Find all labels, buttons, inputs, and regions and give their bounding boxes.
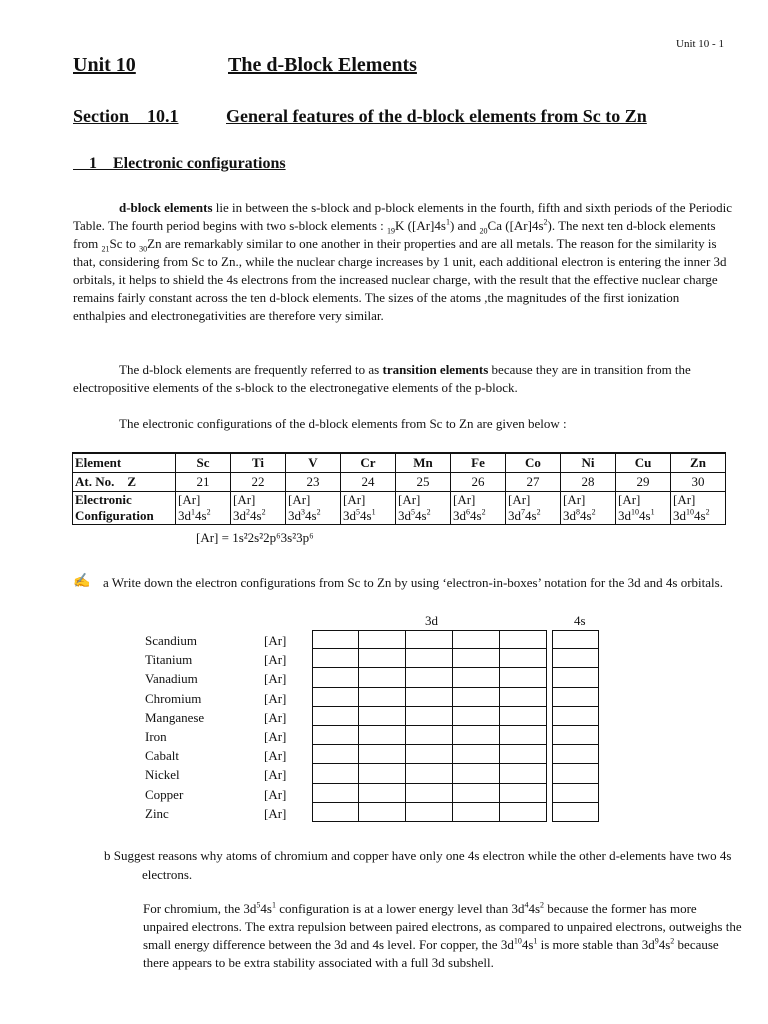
box-row xyxy=(312,745,599,764)
orbital-box-3d[interactable] xyxy=(453,707,500,726)
orbital-box-3d[interactable] xyxy=(359,764,406,783)
page-number: Unit 10 - 1 xyxy=(676,38,724,50)
electron-configuration: [Ar] $3d^24s^2$ xyxy=(231,492,286,525)
electron-configuration: [Ar] $3d^34s^2$ xyxy=(286,492,341,525)
orbital-box-3d[interactable] xyxy=(500,745,547,764)
element-symbol: V xyxy=(286,453,341,473)
electron-configuration: [Ar] $3d^54s^2$ xyxy=(396,492,451,525)
orbital-box-3d[interactable] xyxy=(312,745,359,764)
element-name: Vanadium xyxy=(145,671,198,687)
section-label: Section 10.1 xyxy=(73,106,179,126)
subsection-heading: 1 Electronic configurations xyxy=(73,155,286,172)
orbital-box-3d[interactable] xyxy=(453,649,500,668)
orbital-box-3d[interactable] xyxy=(359,649,406,668)
orbital-box-3d[interactable] xyxy=(312,630,359,649)
argon-core: [Ar] xyxy=(264,786,287,802)
atomic-number: 30 xyxy=(671,473,726,492)
atomic-number: 22 xyxy=(231,473,286,492)
orbital-box-3d[interactable] xyxy=(406,707,453,726)
orbital-box-4s[interactable] xyxy=(552,726,599,745)
table-intro-text: The electronic configurations of the d-block elements from Sc to Zn are given below : xyxy=(119,416,567,431)
pencil-icon: ✍ xyxy=(73,574,91,589)
element-name: Zinc xyxy=(145,805,169,821)
orbital-box-3d[interactable] xyxy=(500,784,547,803)
orbital-box-3d[interactable] xyxy=(406,726,453,745)
orbital-box-3d[interactable] xyxy=(406,745,453,764)
transition-text-b: because they are in transition from the electropositive elements of the s-block to the electronegative elements of the p-block. xyxy=(73,362,691,395)
answer-b: For chromium, the $3d^54s^1$ configuration is at a lower energy level than $3d^44s^2$ because the former has more unpaired electrons. The extra repulsion between paired electrons, as compared to unpaired electrons, outweighs the small energy difference between the 3d and 4s level. For copper, the $3d^{10}4s^1$ is more stable than $3d^94s^2$ because there appears to be extra stability associated with a full 3d subshell. xyxy=(143,900,742,970)
element-name: Chromium xyxy=(145,690,202,706)
argon-core: [Ar] xyxy=(264,709,287,725)
orbital-box-3d[interactable] xyxy=(312,726,359,745)
orbital-box-3d[interactable] xyxy=(406,803,453,822)
element-name: Nickel xyxy=(145,767,180,783)
paragraph-transition xyxy=(73,361,733,397)
orbital-box-4s[interactable] xyxy=(552,764,599,783)
orbital-box-3d[interactable] xyxy=(500,630,547,649)
orbital-box-3d[interactable] xyxy=(453,784,500,803)
argon-core: [Ar] xyxy=(264,690,287,706)
electron-configuration: [Ar] $3d^54s^1$ xyxy=(341,492,396,525)
orbital-box-3d[interactable] xyxy=(312,688,359,707)
element-name: Manganese xyxy=(145,709,205,725)
orbital-box-3d[interactable] xyxy=(359,803,406,822)
electron-configuration: [Ar] $3d^14s^2$ xyxy=(176,492,231,525)
orbital-box-3d[interactable] xyxy=(500,764,547,783)
orbital-box-3d[interactable] xyxy=(312,784,359,803)
box-row xyxy=(312,707,599,726)
atomic-number: 24 xyxy=(341,473,396,492)
box-row xyxy=(312,630,599,649)
section-title: General features of the d-block elements from Sc to Zn xyxy=(226,106,647,126)
orbital-box-3d[interactable] xyxy=(406,649,453,668)
orbital-box-3d[interactable] xyxy=(359,784,406,803)
orbital-box-3d[interactable] xyxy=(359,707,406,726)
atomic-number: 21 xyxy=(176,473,231,492)
box-row xyxy=(312,803,599,822)
argon-core: [Ar] xyxy=(264,805,287,821)
bold-term: d-block elements xyxy=(119,200,213,215)
element-symbol: Cu xyxy=(616,453,671,473)
label-3d: 3d xyxy=(425,613,438,628)
intro-text-a: lie in between the s-block and p-block elements in the fourth, fifth and sixth periods of the Periodic Table. The fourth period begins with two s-block elements : xyxy=(73,200,733,233)
argon-core: [Ar] xyxy=(264,671,287,687)
box-row xyxy=(312,688,599,707)
orbital-box-3d[interactable] xyxy=(359,745,406,764)
orbital-box-3d[interactable] xyxy=(453,688,500,707)
argon-core: [Ar] xyxy=(264,633,287,648)
orbital-box-4s[interactable] xyxy=(552,784,599,803)
orbital-box-3d[interactable] xyxy=(453,764,500,783)
element-name: Titanium xyxy=(145,652,193,668)
orbital-box-3d[interactable] xyxy=(359,688,406,707)
element-symbol: Zn xyxy=(671,453,726,473)
orbital-box-3d[interactable] xyxy=(453,745,500,764)
atomic-number: 28 xyxy=(561,473,616,492)
element-symbol: Ni xyxy=(561,453,616,473)
paragraph-intro: d-block elements lie in between the s-block and p-block elements in the fourth, fifth and sixth periods of the Periodic Table. The fourth period begins with two s-block elements : $_{19}$K $([Ar]4s^1)$ and $_{20}$Ca $([Ar]4s^2)$. The next ten d-block elements from $_{21}$Sc to $_{30}$Zn are remarkably similar to one another in their properties and are all metals. The reason for the similarity is that, considering from Sc to Zn., while the nuclear charge increases by 1 unit, each additional electron is entering the inner 3d orbitals, it helps to shield the 4s electrons from the increased nuclear charge, with the result that the effective nuclear charge remains fairly constant across the ten d-block elements. The sizes of the atoms ,the magnitudes of the first ionization enthalpies and electronegativities are therefore very similar. xyxy=(73,200,733,323)
transition-text-a: The d-block elements are frequently referred to as xyxy=(119,362,383,377)
orbital-box-4s[interactable] xyxy=(552,688,599,707)
orbital-box-3d[interactable] xyxy=(453,630,500,649)
intro-text-b: are remarkably similar to one another in their properties and are all metals. The reason for the similarity is that, considering from Sc to Zn., while the nuclear charge increases by 1 unit, each additional electron is entering the inner 3d orbitals, it helps to shield the 4s electrons from the increased nuclear charge, with the result that the effective nuclear charge remains fairly constant across the ten d-block elements. The sizes of the atoms ,the magnitudes of the first ionization enthalpies and electronegativities are therefore very similar. xyxy=(73,236,727,323)
orbital-box-4s[interactable] xyxy=(552,630,599,649)
element-symbol: Cr xyxy=(341,453,396,473)
label-4s: 4s xyxy=(574,613,586,628)
orbital-box-3d[interactable] xyxy=(312,668,359,687)
orbital-box-3d[interactable] xyxy=(500,668,547,687)
orbital-box-3d[interactable] xyxy=(359,726,406,745)
electron-configuration: [Ar] $3d^64s^2$ xyxy=(451,492,506,525)
electron-configuration: [Ar] $3d^84s^2$ xyxy=(561,492,616,525)
electron-configuration: [Ar] $3d^74s^2$ xyxy=(506,492,561,525)
orbital-box-3d[interactable] xyxy=(453,726,500,745)
row-label-element: Element xyxy=(73,453,176,473)
argon-core-note: [Ar] = 1s²2s²2p⁶3s²3p⁶ xyxy=(196,530,314,545)
orbital-box-4s[interactable] xyxy=(552,707,599,726)
box-row xyxy=(312,764,599,783)
element-name: Cabalt xyxy=(145,748,179,764)
orbital-box-3d[interactable] xyxy=(406,688,453,707)
unit-title: The d-Block Elements xyxy=(228,54,417,76)
orbital-box-3d[interactable] xyxy=(406,668,453,687)
element-symbol: Ti xyxy=(231,453,286,473)
argon-core: [Ar] xyxy=(264,767,287,783)
row-label-configuration: Electronic Configuration xyxy=(73,492,176,525)
question-b: b Suggest reasons why atoms of chromium and copper have only one 4s electron while the other d-elements have two 4s electrons. xyxy=(104,848,732,882)
element-name: Scandium xyxy=(145,633,197,648)
orbital-box-3d[interactable] xyxy=(312,707,359,726)
argon-core: [Ar] xyxy=(264,729,287,745)
element-symbol: Co xyxy=(506,453,561,473)
box-row xyxy=(312,726,599,745)
electron-configuration: [Ar] $3d^{10}4s^1$ xyxy=(616,492,671,525)
configuration-table xyxy=(72,452,726,525)
orbital-box-3d[interactable] xyxy=(453,803,500,822)
atomic-number: 23 xyxy=(286,473,341,492)
orbital-box-3d[interactable] xyxy=(406,630,453,649)
question-a: a Write down the electron configurations from Sc to Zn by using ‘electron-in-boxes’ notation for the 3d and 4s orbitals. xyxy=(103,575,723,590)
paragraph-table-intro xyxy=(73,415,733,433)
bold-term-transition: transition elements xyxy=(382,362,489,377)
element-name-list xyxy=(145,631,204,823)
orbital-box-3d[interactable] xyxy=(406,764,453,783)
orbital-box-3d[interactable] xyxy=(359,668,406,687)
orbital-box-4s[interactable] xyxy=(552,745,599,764)
unit-label: Unit 10 xyxy=(73,54,136,76)
box-row xyxy=(312,649,599,668)
electron-configuration: [Ar] $3d^{10}4s^2$ xyxy=(671,492,726,525)
atomic-number: 29 xyxy=(616,473,671,492)
element-symbol: Sc xyxy=(176,453,231,473)
orbital-box-4s[interactable] xyxy=(552,803,599,822)
argon-core: [Ar] xyxy=(264,748,287,764)
orbital-box-3d[interactable] xyxy=(500,803,547,822)
orbital-box-3d[interactable] xyxy=(312,764,359,783)
electron-box-grid xyxy=(312,630,599,822)
orbital-box-3d[interactable] xyxy=(500,726,547,745)
element-name: Copper xyxy=(145,786,184,802)
element-symbol: Fe xyxy=(451,453,506,473)
argon-core: [Ar] xyxy=(264,652,287,668)
element-name: Iron xyxy=(145,729,167,745)
orbital-box-4s[interactable] xyxy=(552,668,599,687)
box-row xyxy=(312,784,599,803)
atomic-number: 27 xyxy=(506,473,561,492)
orbital-box-3d[interactable] xyxy=(359,630,406,649)
orbital-box-3d[interactable] xyxy=(312,803,359,822)
orbital-box-3d[interactable] xyxy=(312,649,359,668)
orbital-box-3d[interactable] xyxy=(500,649,547,668)
orbital-box-3d[interactable] xyxy=(453,668,500,687)
argon-core-list xyxy=(264,631,286,823)
atomic-number: 25 xyxy=(396,473,451,492)
element-symbol: Mn xyxy=(396,453,451,473)
orbital-box-3d[interactable] xyxy=(500,707,547,726)
atomic-number: 26 xyxy=(451,473,506,492)
orbital-box-3d[interactable] xyxy=(406,784,453,803)
orbital-box-4s[interactable] xyxy=(552,649,599,668)
orbital-box-3d[interactable] xyxy=(500,688,547,707)
row-label-atomic-number: At. No. Z xyxy=(73,473,176,492)
box-row xyxy=(312,668,599,687)
